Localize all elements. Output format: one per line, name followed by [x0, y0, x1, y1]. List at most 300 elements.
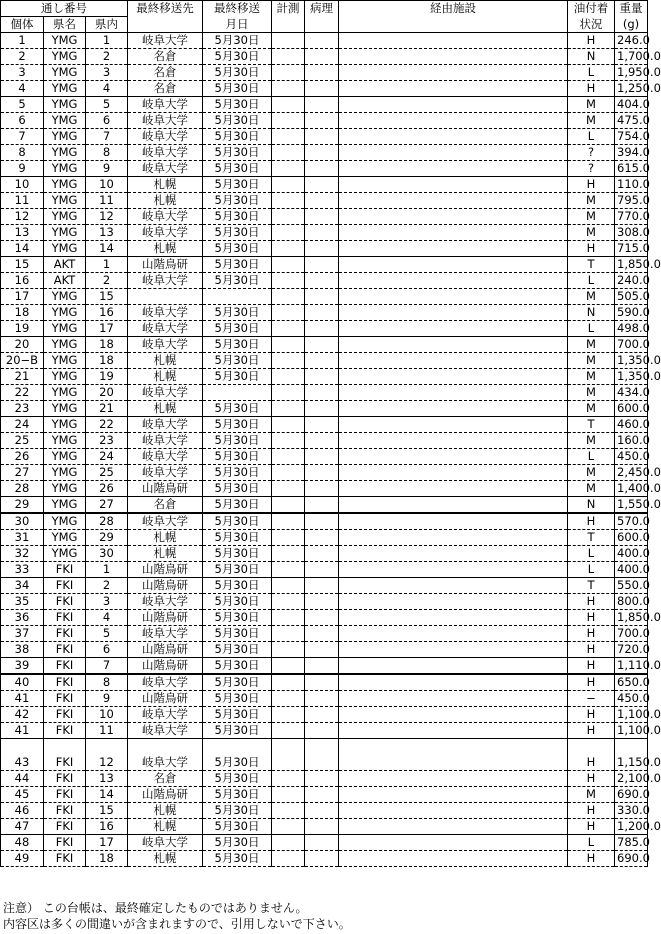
cell-local-no: 11 — [86, 723, 128, 739]
cell-pathology — [305, 273, 339, 289]
cell-oil-status: H — [568, 658, 615, 675]
cell-individual-no: 4 — [1, 81, 44, 97]
cell-final-destination: 名倉 — [128, 497, 203, 514]
cell-individual-no: 21 — [1, 369, 44, 385]
cell-local-no: 16 — [86, 305, 128, 321]
cell-prefecture: FKI — [44, 674, 86, 691]
cell-individual-no: 8 — [1, 145, 44, 161]
cell-local-no: 3 — [86, 65, 128, 81]
cell-via-facility — [339, 273, 568, 289]
table-row — [1, 353, 648, 369]
cell-oil-status: H — [568, 33, 615, 49]
cell-pathology — [305, 530, 339, 546]
cell-via-facility — [339, 594, 568, 610]
header-final-dest-sub — [128, 17, 203, 33]
cell-local-no: 5 — [86, 626, 128, 642]
cell-pathology — [305, 81, 339, 97]
cell-local-no: 30 — [86, 546, 128, 562]
cell-move-date: 5月30日 — [203, 337, 272, 353]
cell-weight: 404.0 — [615, 97, 648, 113]
cell-via-facility — [339, 209, 568, 225]
cell-measure — [272, 97, 305, 113]
table-row — [1, 385, 648, 401]
cell-measure — [272, 803, 305, 819]
cell-local-no: 1 — [86, 257, 128, 273]
cell-local-no: 17 — [86, 835, 128, 851]
cell-weight: 1,150.0 — [615, 739, 648, 771]
cell-prefecture: YMG — [44, 481, 86, 497]
cell-final-destination: 山階鳥研 — [128, 610, 203, 626]
cell-pathology — [305, 369, 339, 385]
cell-via-facility — [339, 771, 568, 787]
cell-oil-status: ? — [568, 145, 615, 161]
cell-via-facility — [339, 723, 568, 739]
cell-pathology — [305, 578, 339, 594]
cell-via-facility — [339, 610, 568, 626]
cell-move-date: 5月30日 — [203, 481, 272, 497]
cell-prefecture: YMG — [44, 530, 86, 546]
cell-pathology — [305, 465, 339, 481]
cell-local-no: 15 — [86, 803, 128, 819]
cell-pathology — [305, 562, 339, 578]
cell-via-facility — [339, 49, 568, 65]
cell-prefecture: YMG — [44, 33, 86, 49]
table-row — [1, 546, 648, 562]
cell-local-no: 8 — [86, 145, 128, 161]
cell-pathology — [305, 691, 339, 707]
cell-prefecture: YMG — [44, 241, 86, 257]
cell-via-facility — [339, 129, 568, 145]
cell-oil-status: H — [568, 513, 615, 530]
cell-pathology — [305, 65, 339, 81]
cell-prefecture: FKI — [44, 562, 86, 578]
cell-prefecture: YMG — [44, 385, 86, 401]
cell-move-date: 5月30日 — [203, 81, 272, 97]
cell-via-facility — [339, 337, 568, 353]
cell-weight: 246.0 — [615, 33, 648, 49]
cell-via-facility — [339, 465, 568, 481]
cell-move-date: 5月30日 — [203, 642, 272, 658]
cell-individual-no: 39 — [1, 658, 44, 675]
cell-individual-no: 23 — [1, 401, 44, 417]
header-weight-unit: (g) — [615, 17, 648, 33]
cell-individual-no: 1 — [1, 33, 44, 49]
cell-oil-status: M — [568, 337, 615, 353]
cell-individual-no: 18 — [1, 305, 44, 321]
cell-measure — [272, 691, 305, 707]
cell-prefecture: FKI — [44, 851, 86, 867]
cell-measure — [272, 819, 305, 835]
cell-local-no: 1 — [86, 562, 128, 578]
cell-oil-status: M — [568, 193, 615, 209]
cell-final-destination: 山階鳥研 — [128, 481, 203, 497]
cell-local-no: 18 — [86, 337, 128, 353]
cell-final-destination: 岐阜大学 — [128, 674, 203, 691]
cell-measure — [272, 481, 305, 497]
cell-individual-no: 6 — [1, 113, 44, 129]
cell-oil-status: T — [568, 257, 615, 273]
table-row — [1, 241, 648, 257]
cell-local-no: 5 — [86, 97, 128, 113]
cell-pathology — [305, 610, 339, 626]
cell-weight: 434.0 — [615, 385, 648, 401]
cell-move-date: 5月30日 — [203, 417, 272, 433]
cell-individual-no: 41 — [1, 723, 44, 739]
cell-measure — [272, 193, 305, 209]
cell-oil-status: H — [568, 177, 615, 193]
cell-via-facility — [339, 658, 568, 675]
cell-oil-status: H — [568, 626, 615, 642]
cell-final-destination: 札幌 — [128, 546, 203, 562]
header-individual: 個体 — [1, 17, 44, 33]
cell-weight: 400.0 — [615, 546, 648, 562]
cell-via-facility — [339, 225, 568, 241]
cell-move-date: 5月30日 — [203, 465, 272, 481]
cell-weight: 650.0 — [615, 674, 648, 691]
table-header — [1, 1, 648, 33]
cell-local-no: 14 — [86, 787, 128, 803]
cell-final-destination: 岐阜大学 — [128, 129, 203, 145]
cell-pathology — [305, 33, 339, 49]
cell-move-date: 5月30日 — [203, 835, 272, 851]
cell-final-destination: 札幌 — [128, 401, 203, 417]
header-via-facility-sub — [339, 17, 568, 33]
cell-move-date: 5月30日 — [203, 177, 272, 193]
cell-final-destination: 岐阜大学 — [128, 145, 203, 161]
cell-weight: 498.0 — [615, 321, 648, 337]
cell-weight: 754.0 — [615, 129, 648, 145]
cell-oil-status: M — [568, 465, 615, 481]
table-row — [1, 401, 648, 417]
table-row — [1, 65, 648, 81]
cell-individual-no: 29 — [1, 497, 44, 514]
cell-measure — [272, 626, 305, 642]
cell-local-no: 6 — [86, 113, 128, 129]
cell-final-destination: 岐阜大学 — [128, 113, 203, 129]
cell-measure — [272, 33, 305, 49]
cell-prefecture: YMG — [44, 465, 86, 481]
cell-move-date: 5月30日 — [203, 819, 272, 835]
cell-via-facility — [339, 835, 568, 851]
cell-final-destination: 札幌 — [128, 177, 203, 193]
header-measure-sub — [272, 17, 305, 33]
cell-prefecture: YMG — [44, 225, 86, 241]
table-row — [1, 481, 648, 497]
cell-oil-status: L — [568, 546, 615, 562]
cell-prefecture: FKI — [44, 835, 86, 851]
cell-move-date: 5月30日 — [203, 707, 272, 723]
cell-individual-no: 5 — [1, 97, 44, 113]
cell-move-date: 5月30日 — [203, 273, 272, 289]
cell-pathology — [305, 417, 339, 433]
cell-local-no: 16 — [86, 819, 128, 835]
cell-prefecture: YMG — [44, 417, 86, 433]
cell-local-no: 7 — [86, 129, 128, 145]
cell-final-destination: 名倉 — [128, 81, 203, 97]
cell-weight: 1,850.0 — [615, 257, 648, 273]
cell-individual-no: 17 — [1, 289, 44, 305]
cell-final-destination: 名倉 — [128, 771, 203, 787]
table-row — [1, 97, 648, 113]
cell-pathology — [305, 658, 339, 675]
cell-weight: 590.0 — [615, 305, 648, 321]
cell-individual-no: 31 — [1, 530, 44, 546]
cell-final-destination: 札幌 — [128, 851, 203, 867]
cell-prefecture: YMG — [44, 337, 86, 353]
cell-weight: 1,950.0 — [615, 65, 648, 81]
cell-measure — [272, 594, 305, 610]
cell-weight: 720.0 — [615, 642, 648, 658]
cell-individual-no: 47 — [1, 819, 44, 835]
cell-measure — [272, 49, 305, 65]
cell-oil-status: H — [568, 241, 615, 257]
cell-oil-status: H — [568, 674, 615, 691]
cell-oil-status: H — [568, 81, 615, 97]
cell-weight: 450.0 — [615, 449, 648, 465]
cell-prefecture: FKI — [44, 691, 86, 707]
cell-via-facility — [339, 578, 568, 594]
cell-move-date — [203, 385, 272, 401]
cell-oil-status: ? — [568, 161, 615, 177]
cell-measure — [272, 225, 305, 241]
cell-individual-no: 10 — [1, 177, 44, 193]
cell-via-facility — [339, 257, 568, 273]
cell-individual-no: 36 — [1, 610, 44, 626]
table-row — [1, 289, 648, 305]
cell-prefecture: AKT — [44, 257, 86, 273]
cell-via-facility — [339, 417, 568, 433]
cell-local-no: 2 — [86, 273, 128, 289]
cell-prefecture: FKI — [44, 787, 86, 803]
cell-move-date: 5月30日 — [203, 353, 272, 369]
cell-final-destination: 岐阜大学 — [128, 337, 203, 353]
cell-local-no: 3 — [86, 594, 128, 610]
cell-local-no: 20 — [86, 385, 128, 401]
cell-oil-status: − — [568, 691, 615, 707]
cell-move-date: 5月30日 — [203, 257, 272, 273]
table-row — [1, 145, 648, 161]
cell-measure — [272, 578, 305, 594]
cell-local-no: 11 — [86, 193, 128, 209]
cell-prefecture: YMG — [44, 546, 86, 562]
header-oil-status: 状況 — [568, 17, 615, 33]
cell-final-destination: 岐阜大学 — [128, 385, 203, 401]
cell-move-date: 5月30日 — [203, 401, 272, 417]
cell-pathology — [305, 145, 339, 161]
cell-local-no: 25 — [86, 465, 128, 481]
cell-weight: 715.0 — [615, 241, 648, 257]
cell-weight: 1,550.0 — [615, 497, 648, 514]
cell-individual-no: 41 — [1, 691, 44, 707]
cell-individual-no: 46 — [1, 803, 44, 819]
cell-measure — [272, 433, 305, 449]
cell-final-destination: 岐阜大学 — [128, 417, 203, 433]
cell-oil-status: H — [568, 723, 615, 739]
cell-individual-no: 2 — [1, 49, 44, 65]
cell-via-facility — [339, 803, 568, 819]
cell-measure — [272, 385, 305, 401]
header-via-facility: 経由施設 — [339, 1, 568, 17]
cell-individual-no: 44 — [1, 771, 44, 787]
cell-final-destination: 岐阜大学 — [128, 835, 203, 851]
cell-local-no: 10 — [86, 177, 128, 193]
cell-pathology — [305, 739, 339, 771]
table-row — [1, 433, 648, 449]
cell-weight: 1,700.0 — [615, 49, 648, 65]
cell-prefecture: YMG — [44, 177, 86, 193]
cell-pathology — [305, 787, 339, 803]
cell-measure — [272, 546, 305, 562]
cell-oil-status: M — [568, 209, 615, 225]
cell-final-destination: 山階鳥研 — [128, 642, 203, 658]
cell-final-destination: 札幌 — [128, 369, 203, 385]
cell-local-no: 9 — [86, 691, 128, 707]
cell-local-no: 13 — [86, 771, 128, 787]
cell-measure — [272, 417, 305, 433]
table-row — [1, 193, 648, 209]
cell-weight: 308.0 — [615, 225, 648, 241]
cell-individual-no: 12 — [1, 209, 44, 225]
cell-prefecture: YMG — [44, 433, 86, 449]
cell-prefecture: YMG — [44, 81, 86, 97]
cell-via-facility — [339, 369, 568, 385]
cell-move-date: 5月30日 — [203, 129, 272, 145]
cell-via-facility — [339, 401, 568, 417]
cell-individual-no: 15 — [1, 257, 44, 273]
cell-pathology — [305, 321, 339, 337]
cell-weight: 400.0 — [615, 562, 648, 578]
header-pathology: 病理 — [305, 1, 339, 17]
cell-pathology — [305, 337, 339, 353]
cell-via-facility — [339, 691, 568, 707]
cell-weight: 240.0 — [615, 273, 648, 289]
cell-pathology — [305, 594, 339, 610]
header-in-pref: 県内 — [86, 17, 128, 33]
cell-final-destination: 岐阜大学 — [128, 97, 203, 113]
cell-local-no: 2 — [86, 578, 128, 594]
cell-pathology — [305, 626, 339, 642]
table-row — [1, 113, 648, 129]
cell-weight: 800.0 — [615, 594, 648, 610]
cell-pathology — [305, 433, 339, 449]
cell-weight: 1,400.0 — [615, 481, 648, 497]
cell-pathology — [305, 209, 339, 225]
table-row — [1, 209, 648, 225]
cell-individual-no: 28 — [1, 481, 44, 497]
cell-weight: 110.0 — [615, 177, 648, 193]
cell-oil-status: H — [568, 642, 615, 658]
cell-oil-status: T — [568, 530, 615, 546]
cell-via-facility — [339, 449, 568, 465]
cell-individual-no: 34 — [1, 578, 44, 594]
cell-local-no: 10 — [86, 707, 128, 723]
cell-oil-status: M — [568, 401, 615, 417]
cell-oil-status: M — [568, 433, 615, 449]
cell-measure — [272, 739, 305, 771]
header-final-move-date: 月日 — [203, 17, 272, 33]
cell-weight: 550.0 — [615, 578, 648, 594]
cell-prefecture: YMG — [44, 289, 86, 305]
cell-final-destination: 岐阜大学 — [128, 739, 203, 771]
cell-final-destination: 札幌 — [128, 353, 203, 369]
cell-local-no: 2 — [86, 49, 128, 65]
cell-pathology — [305, 257, 339, 273]
cell-final-destination: 岐阜大学 — [128, 594, 203, 610]
cell-measure — [272, 851, 305, 867]
cell-measure — [272, 610, 305, 626]
cell-via-facility — [339, 65, 568, 81]
cell-measure — [272, 113, 305, 129]
table-row — [1, 305, 648, 321]
cell-final-destination: 岐阜大学 — [128, 273, 203, 289]
table-row — [1, 33, 648, 49]
table-row — [1, 129, 648, 145]
cell-measure — [272, 305, 305, 321]
cell-final-destination: 札幌 — [128, 803, 203, 819]
cell-measure — [272, 449, 305, 465]
cell-prefecture: FKI — [44, 642, 86, 658]
cell-move-date: 5月30日 — [203, 530, 272, 546]
cell-local-no: 9 — [86, 161, 128, 177]
table-row — [1, 771, 648, 787]
cell-final-destination: 岐阜大学 — [128, 449, 203, 465]
cell-via-facility — [339, 530, 568, 546]
cell-oil-status: L — [568, 449, 615, 465]
cell-oil-status: N — [568, 497, 615, 514]
cell-weight: 394.0 — [615, 145, 648, 161]
cell-measure — [272, 771, 305, 787]
cell-measure — [272, 562, 305, 578]
cell-prefecture: YMG — [44, 145, 86, 161]
table-row — [1, 819, 648, 835]
cell-prefecture: YMG — [44, 129, 86, 145]
cell-local-no: 13 — [86, 225, 128, 241]
cell-move-date: 5月30日 — [203, 225, 272, 241]
cell-weight: 1,200.0 — [615, 819, 648, 835]
cell-final-destination: 岐阜大学 — [128, 433, 203, 449]
cell-measure — [272, 145, 305, 161]
cell-via-facility — [339, 481, 568, 497]
cell-move-date: 5月30日 — [203, 803, 272, 819]
cell-measure — [272, 337, 305, 353]
cell-prefecture: FKI — [44, 578, 86, 594]
cell-local-no: 21 — [86, 401, 128, 417]
cell-move-date: 5月30日 — [203, 145, 272, 161]
cell-final-destination: 岐阜大学 — [128, 225, 203, 241]
table-row — [1, 642, 648, 658]
cell-local-no: 18 — [86, 353, 128, 369]
cell-via-facility — [339, 497, 568, 514]
cell-oil-status: H — [568, 739, 615, 771]
cell-move-date: 5月30日 — [203, 562, 272, 578]
table-row — [1, 674, 648, 691]
cell-pathology — [305, 289, 339, 305]
cell-oil-status: H — [568, 594, 615, 610]
cell-individual-no: 19 — [1, 321, 44, 337]
cell-measure — [272, 674, 305, 691]
cell-prefecture: FKI — [44, 723, 86, 739]
cell-via-facility — [339, 145, 568, 161]
cell-measure — [272, 530, 305, 546]
cell-local-no: 24 — [86, 449, 128, 465]
cell-pathology — [305, 225, 339, 241]
cell-move-date: 5月30日 — [203, 65, 272, 81]
cell-measure — [272, 65, 305, 81]
cell-oil-status: T — [568, 578, 615, 594]
cell-pathology — [305, 771, 339, 787]
cell-measure — [272, 658, 305, 675]
cell-weight: 1,350.0 — [615, 369, 648, 385]
